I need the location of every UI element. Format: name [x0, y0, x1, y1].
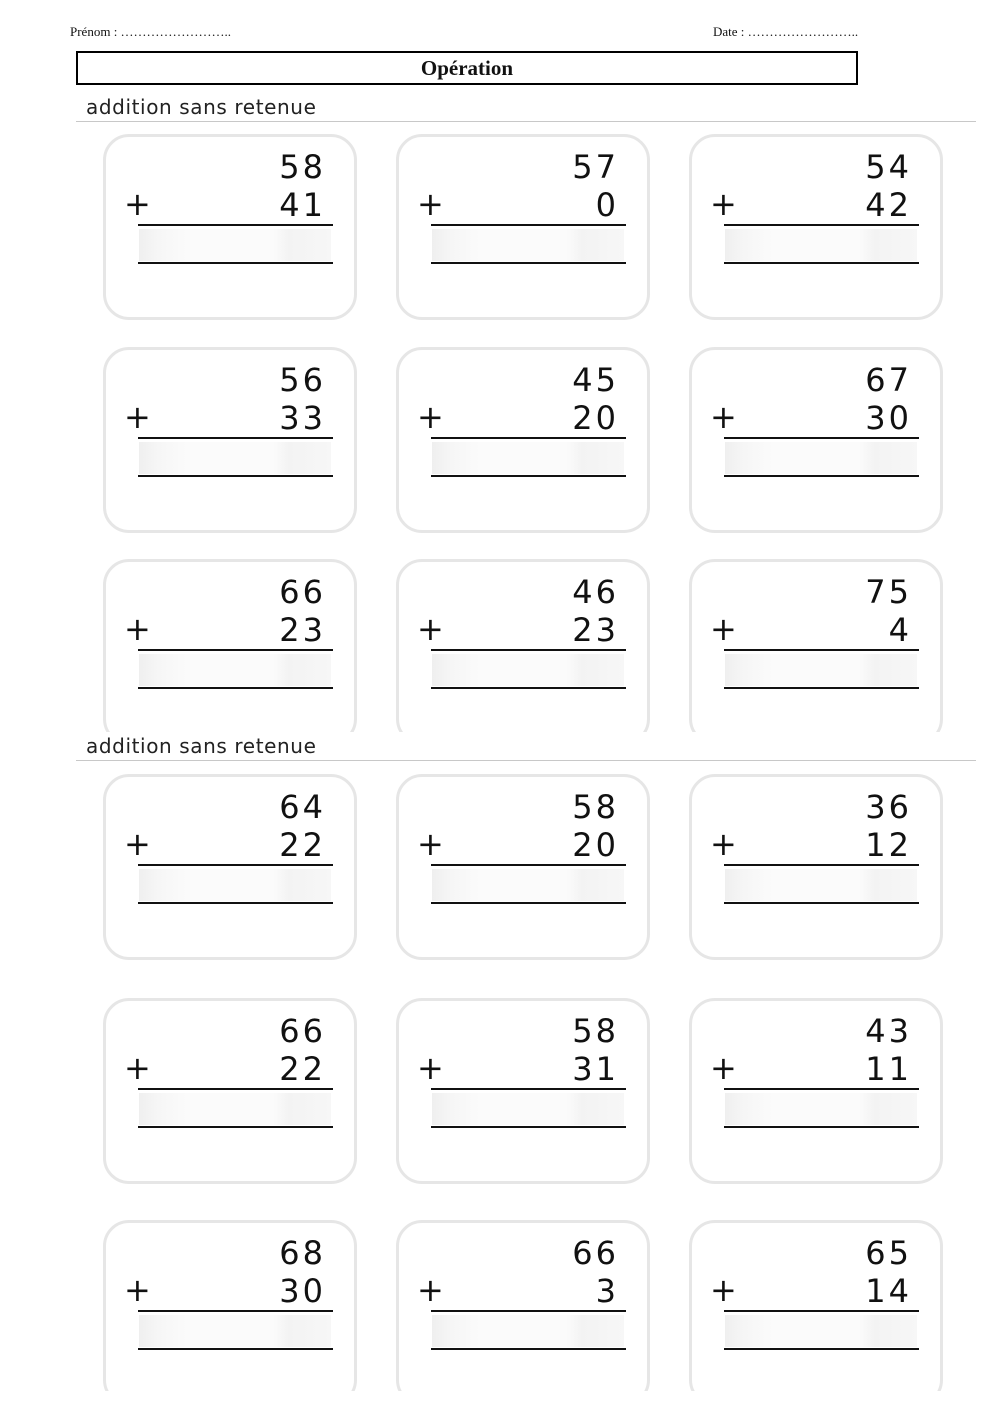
- plus-sign: +: [710, 1049, 737, 1087]
- answer-underline: [724, 262, 919, 264]
- sum-line: [138, 649, 333, 651]
- answer-underline: [431, 1348, 626, 1350]
- addend-bottom: 22: [279, 1050, 326, 1088]
- answer-underline: [431, 1126, 626, 1128]
- addend-bottom: 14: [865, 1272, 912, 1310]
- plus-sign: +: [417, 398, 444, 436]
- addition-card: [396, 559, 650, 732]
- addend-bottom: 23: [572, 611, 619, 649]
- plus-sign: +: [124, 825, 151, 863]
- sum-line: [431, 437, 626, 439]
- answer-underline: [431, 475, 626, 477]
- plus-sign: +: [710, 185, 737, 223]
- addend-bottom: 41: [279, 186, 326, 224]
- addend-bottom: 33: [279, 399, 326, 437]
- addition-card: [103, 134, 357, 320]
- addend-top: 36: [865, 788, 912, 826]
- section-title: addition sans retenue: [86, 734, 317, 758]
- plus-sign: +: [417, 825, 444, 863]
- plus-sign: +: [124, 1271, 151, 1309]
- answer-box[interactable]: [725, 869, 917, 901]
- addition-card: [396, 347, 650, 533]
- addend-bottom: 22: [279, 826, 326, 864]
- addition-card: [396, 134, 650, 320]
- addend-top: 66: [279, 573, 326, 611]
- addend-bottom: 23: [279, 611, 326, 649]
- answer-underline: [724, 475, 919, 477]
- addend-top: 46: [572, 573, 619, 611]
- addend-top: 65: [865, 1234, 912, 1272]
- addition-card: [396, 1220, 650, 1391]
- addition-card: [103, 347, 357, 533]
- plus-sign: +: [417, 185, 444, 223]
- sum-line: [138, 864, 333, 866]
- addition-card: [396, 774, 650, 960]
- addition-card: [103, 1220, 357, 1391]
- plus-sign: +: [124, 610, 151, 648]
- section-divider: [76, 121, 976, 122]
- answer-underline: [431, 262, 626, 264]
- answer-box[interactable]: [139, 442, 331, 474]
- plus-sign: +: [710, 825, 737, 863]
- answer-box[interactable]: [432, 442, 624, 474]
- plus-sign: +: [710, 1271, 737, 1309]
- answer-box[interactable]: [725, 229, 917, 261]
- plus-sign: +: [417, 610, 444, 648]
- addition-card: [103, 998, 357, 1184]
- sum-line: [724, 224, 919, 226]
- plus-sign: +: [710, 398, 737, 436]
- answer-box[interactable]: [432, 1093, 624, 1125]
- answer-underline: [138, 1348, 333, 1350]
- section-title: addition sans retenue: [86, 95, 317, 119]
- plus-sign: +: [124, 1049, 151, 1087]
- addition-card: [689, 774, 943, 960]
- addend-top: 54: [865, 148, 912, 186]
- sum-line: [431, 864, 626, 866]
- answer-underline: [431, 687, 626, 689]
- addend-bottom: 0: [595, 186, 619, 224]
- addend-top: 45: [572, 361, 619, 399]
- addend-bottom: 30: [279, 1272, 326, 1310]
- addend-top: 43: [865, 1012, 912, 1050]
- date-field-label: Date : ……………………..: [713, 24, 859, 39]
- sum-line: [431, 1088, 626, 1090]
- sum-line: [138, 224, 333, 226]
- addition-card: [396, 998, 650, 1184]
- addition-card: [689, 559, 943, 732]
- answer-box[interactable]: [139, 869, 331, 901]
- section-divider: [76, 760, 976, 761]
- sum-line: [724, 1088, 919, 1090]
- addition-card: [689, 1220, 943, 1391]
- answer-underline: [138, 1126, 333, 1128]
- addend-bottom: 3: [595, 1272, 619, 1310]
- addend-top: 67: [865, 361, 912, 399]
- answer-underline: [138, 262, 333, 264]
- addend-top: 64: [279, 788, 326, 826]
- addend-bottom: 12: [865, 826, 912, 864]
- sum-line: [724, 864, 919, 866]
- addend-top: 66: [572, 1234, 619, 1272]
- plus-sign: +: [124, 398, 151, 436]
- answer-box[interactable]: [139, 1315, 331, 1347]
- addition-card: [103, 774, 357, 960]
- sum-line: [138, 437, 333, 439]
- addition-card: [689, 998, 943, 1184]
- plus-sign: +: [710, 610, 737, 648]
- addend-top: 66: [279, 1012, 326, 1050]
- answer-underline: [724, 687, 919, 689]
- sum-line: [431, 649, 626, 651]
- addend-bottom: 42: [865, 186, 912, 224]
- page-title: Opération: [76, 51, 858, 85]
- sum-line: [431, 224, 626, 226]
- addend-bottom: 11: [865, 1050, 912, 1088]
- prenom-field-label: Prénom : ……………………..: [70, 24, 232, 39]
- addend-top: 58: [279, 148, 326, 186]
- exercise-grid: [0, 774, 1000, 1391]
- answer-box[interactable]: [432, 654, 624, 686]
- sum-line: [138, 1310, 333, 1312]
- sum-line: [724, 1310, 919, 1312]
- answer-box[interactable]: [432, 229, 624, 261]
- answer-underline: [138, 687, 333, 689]
- addend-bottom: 4: [888, 611, 912, 649]
- answer-underline: [138, 902, 333, 904]
- addition-card: [689, 134, 943, 320]
- addend-top: 68: [279, 1234, 326, 1272]
- sum-line: [431, 1310, 626, 1312]
- answer-box[interactable]: [725, 1093, 917, 1125]
- addend-bottom: 20: [572, 826, 619, 864]
- answer-underline: [431, 902, 626, 904]
- sum-line: [724, 437, 919, 439]
- answer-box[interactable]: [432, 1315, 624, 1347]
- addend-top: 58: [572, 788, 619, 826]
- addend-top: 75: [865, 573, 912, 611]
- answer-box[interactable]: [432, 869, 624, 901]
- addend-top: 56: [279, 361, 326, 399]
- answer-box[interactable]: [139, 229, 331, 261]
- addition-card: [103, 559, 357, 732]
- plus-sign: +: [417, 1271, 444, 1309]
- addition-card: [689, 347, 943, 533]
- answer-underline: [724, 1126, 919, 1128]
- answer-box[interactable]: [139, 1093, 331, 1125]
- answer-underline: [138, 475, 333, 477]
- addend-bottom: 30: [865, 399, 912, 437]
- answer-underline: [724, 902, 919, 904]
- answer-box[interactable]: [725, 654, 917, 686]
- sum-line: [138, 1088, 333, 1090]
- answer-box[interactable]: [139, 654, 331, 686]
- addend-bottom: 20: [572, 399, 619, 437]
- answer-box[interactable]: [725, 442, 917, 474]
- plus-sign: +: [417, 1049, 444, 1087]
- answer-underline: [724, 1348, 919, 1350]
- addend-top: 58: [572, 1012, 619, 1050]
- sum-line: [724, 649, 919, 651]
- exercise-grid: [0, 134, 1000, 732]
- answer-box[interactable]: [725, 1315, 917, 1347]
- addend-top: 57: [572, 148, 619, 186]
- addend-bottom: 31: [572, 1050, 619, 1088]
- plus-sign: +: [124, 185, 151, 223]
